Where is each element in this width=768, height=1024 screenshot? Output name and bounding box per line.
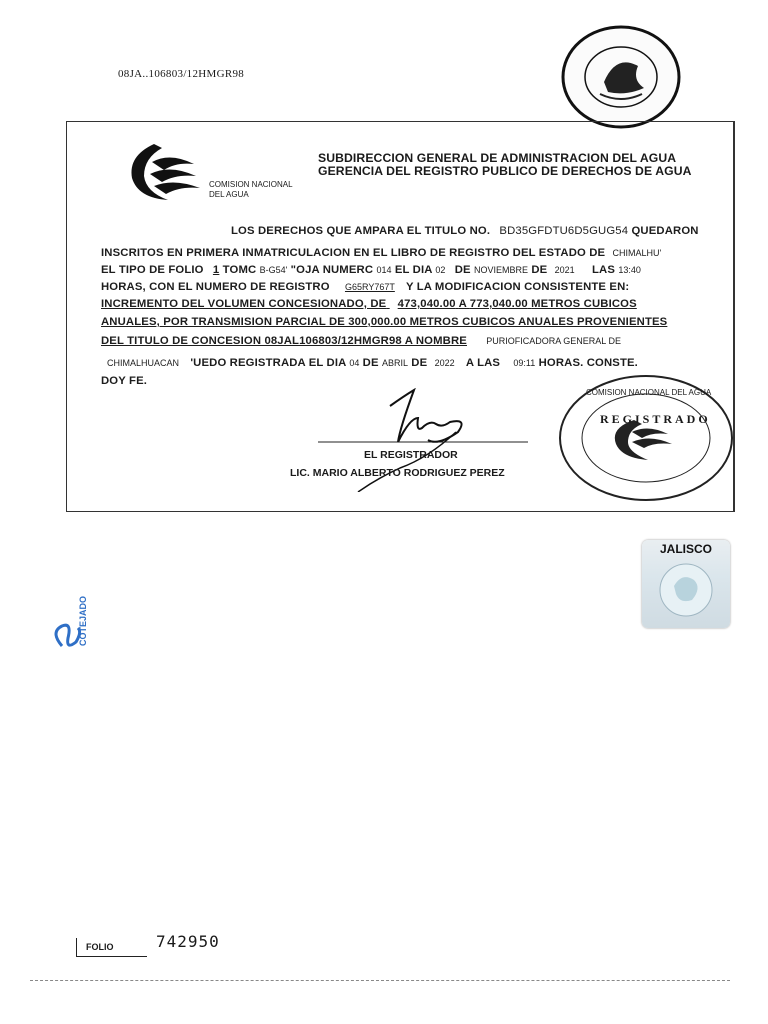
header-gerencia: GERENCIA DEL REGISTRO PUBLICO DE DERECHOS DE AGUA xyxy=(318,164,692,178)
text: A LAS xyxy=(465,357,501,369)
text: DE xyxy=(454,264,471,276)
text: EL TIPO DE FOLIO xyxy=(101,264,204,276)
body-line-7 xyxy=(101,335,621,347)
signature-role: EL REGISTRADOR xyxy=(364,449,458,461)
hologram-emblem-icon xyxy=(654,558,718,622)
text: QUEDARON xyxy=(631,225,699,237)
folio-tipo-value: 1 xyxy=(212,264,220,276)
volume-to-value: 773,040.00 xyxy=(469,298,528,310)
jalisco-hologram xyxy=(642,540,730,628)
text: Y LA MODIFICACION CONSISTENTE EN: xyxy=(405,281,630,293)
logo-name xyxy=(209,180,293,199)
folio-label: FOLIO xyxy=(86,942,114,952)
text: INSCRITOS EN PRIMERA INMATRICULACION EN EL LIBRO DE REGISTRO DEL ESTADO DE xyxy=(101,247,606,259)
text: DE xyxy=(411,357,428,369)
text: DEL TITULO DE CONCESION 08JAL106803/12HMGR98 A NOMBRE xyxy=(101,335,467,347)
nombre-value: PURIOFICADORA GENERAL DE xyxy=(486,336,621,346)
place-value: CHIMALHUACAN xyxy=(107,358,180,368)
registro-value: G65RY767T xyxy=(344,282,395,292)
titulo-number: BD35GFDTU6D5GUG54 xyxy=(499,225,629,237)
signature-name: LIC. MARIO ALBERTO RODRIGUEZ PEREZ xyxy=(290,467,505,479)
logo-name-line2: DEL AGUA xyxy=(209,189,249,199)
text: METROS CUBICOS xyxy=(531,298,637,310)
text: DE xyxy=(531,264,548,276)
body-line-5 xyxy=(101,298,637,310)
folio-number: 742950 xyxy=(156,932,220,951)
body-line-3 xyxy=(101,264,641,276)
anio2-value: 2022 xyxy=(434,358,455,368)
body-line-6: ANUALES, POR TRANSMISION PARCIAL DE 300,000.00 METROS CUBICOS ANUALES PROVENIENTES xyxy=(101,316,668,328)
body-line-4 xyxy=(101,281,629,293)
tomo-value: B-G54' xyxy=(259,265,288,275)
mes2-value: ABRIL xyxy=(381,358,408,368)
header-subdireccion: SUBDIRECCION GENERAL DE ADMINISTRACION DEL AGUA xyxy=(318,151,677,165)
text: "OJA NUMERC xyxy=(290,264,374,276)
text: TOMC xyxy=(222,264,257,276)
document-reference: 08JA..106803/12HMGR98 xyxy=(118,68,245,80)
hologram-label: JALISCO xyxy=(659,542,712,556)
seal-registrado-word: REGISTRADO xyxy=(600,412,711,426)
body-line-8 xyxy=(107,357,638,369)
dia2-value: 04 xyxy=(349,358,360,368)
volume-from-value: 473,040.00 xyxy=(397,298,456,310)
text: HORAS. CONSTE. xyxy=(538,357,638,369)
text: DE xyxy=(362,357,379,369)
conagua-logo-icon xyxy=(124,140,208,204)
anio-value: 2021 xyxy=(554,265,575,275)
estado-value: CHIMALHU' xyxy=(612,248,662,258)
body-line-9: DOY FE. xyxy=(101,375,148,387)
cotejado-stamp-icon xyxy=(48,595,100,662)
cotejado-label: COTEJADO xyxy=(78,595,88,646)
seal-top-arc: COMISION NACIONAL DEL AGUA xyxy=(586,388,712,397)
text: LOS DERECHOS QUE AMPARA EL TITULO NO. xyxy=(231,225,491,237)
hora-value: 13:40 xyxy=(618,265,641,275)
mes-value: NOVIEMBRE xyxy=(474,265,529,275)
hoja-value: 014 xyxy=(376,265,392,275)
text: INCREMENTO DEL VOLUMEN CONCESIONADO, DE xyxy=(101,298,387,310)
hora2-value: 09:11 xyxy=(513,358,536,368)
footer-rule xyxy=(30,980,730,984)
logo-name-line1: COMISION NACIONAL xyxy=(209,180,293,189)
text: HORAS, CON EL NUMERO DE REGISTRO xyxy=(101,281,330,293)
notary-seal xyxy=(556,22,686,132)
text: LAS xyxy=(591,264,616,276)
text: EL DIA xyxy=(394,264,433,276)
body-line-2 xyxy=(101,247,661,259)
dia-value: 02 xyxy=(435,265,446,275)
body-line-1 xyxy=(231,225,699,237)
text: 'UEDO REGISTRADA EL DIA xyxy=(190,357,347,369)
text: A xyxy=(458,298,467,310)
